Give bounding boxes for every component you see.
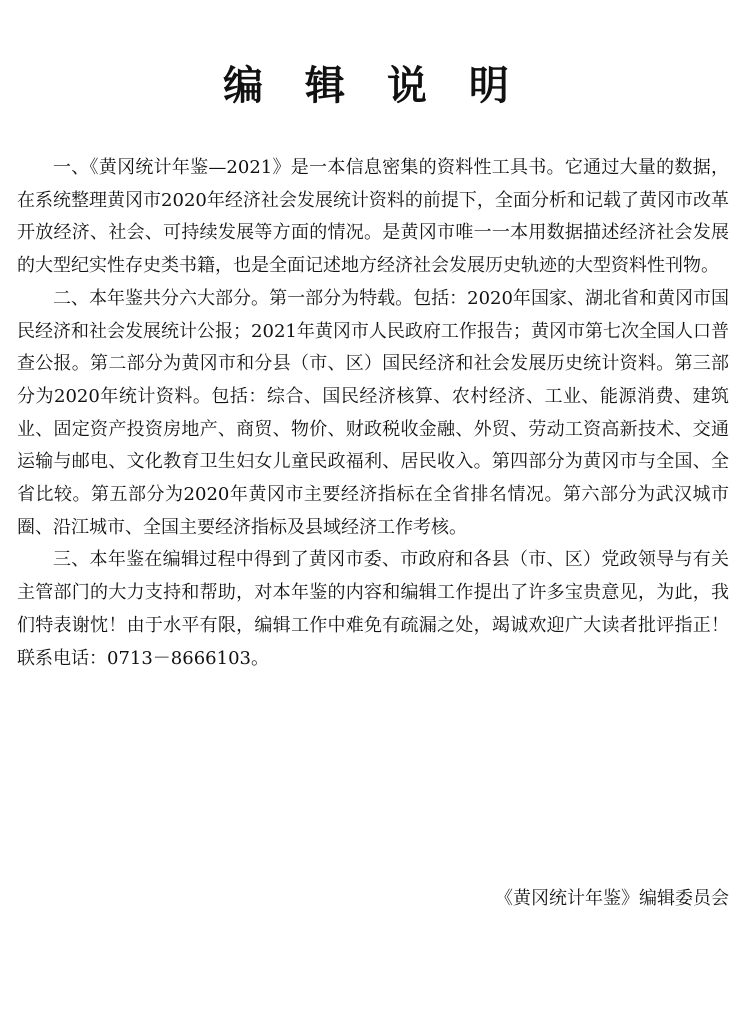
paragraph-3: 三、本年鉴在编辑过程中得到了黄冈市委、市政府和各县（市、区）党政领导与有关主管部门的大力支持和帮助，对本年鉴的内容和编辑工作提出了许多宝贵意见，为此，我们特表谢忱！由于水平有限，编辑工作中难免有疏漏之处，竭诚欢迎广大读者批评指正！联系电话：0713－8666103。 <box>17 549 729 669</box>
paragraph-1: 一、《黄冈统计年鉴—2021》是一本信息密集的资料性工具书。它通过大量的数据，在系统整理黄冈市2020年经济社会发展统计资料的前提下，全面分析和记载了黄冈市改革开放经济、社会、可持续发展等方面的情况。是黄冈市唯一一本用数据描述经济社会发展的大型纪实性存史类书籍，也是全面记述地方经济社会发展历史轨迹的大型资料性刊物。 <box>17 157 729 277</box>
page-title: 编 辑 说 明 <box>223 63 523 109</box>
document-body <box>17 152 729 675</box>
signature: 《黄冈统计年鉴》编辑委员会 <box>495 888 729 909</box>
paragraph-2: 二、本年鉴共分六大部分。第一部分为特载。包括：2020年国家、湖北省和黄冈市国民经济和社会发展统计公报；2021年黄冈市人民政府工作报告；黄冈市第七次全国人口普查公报。第二部分为黄冈市和分县（市、区）国民经济和社会发展历史统计资料。第三部分为2020年统计资料。包括：综合、国民经济核算、农村经济、工业、能源消费、建筑业、固定资产投资房地产、商贸、物价、财政税收金融、外贸、劳动工资高新技术、交通运输与邮电、文化教育卫生妇女儿童民政福利、居民收入。第四部分为黄冈市与全国、全省比较。第五部分为2020年黄冈市主要经济指标在全省排名情况。第六部分为武汉城市圈、沿江城市、全国主要经济指标及县域经济工作考核。 <box>17 287 729 538</box>
